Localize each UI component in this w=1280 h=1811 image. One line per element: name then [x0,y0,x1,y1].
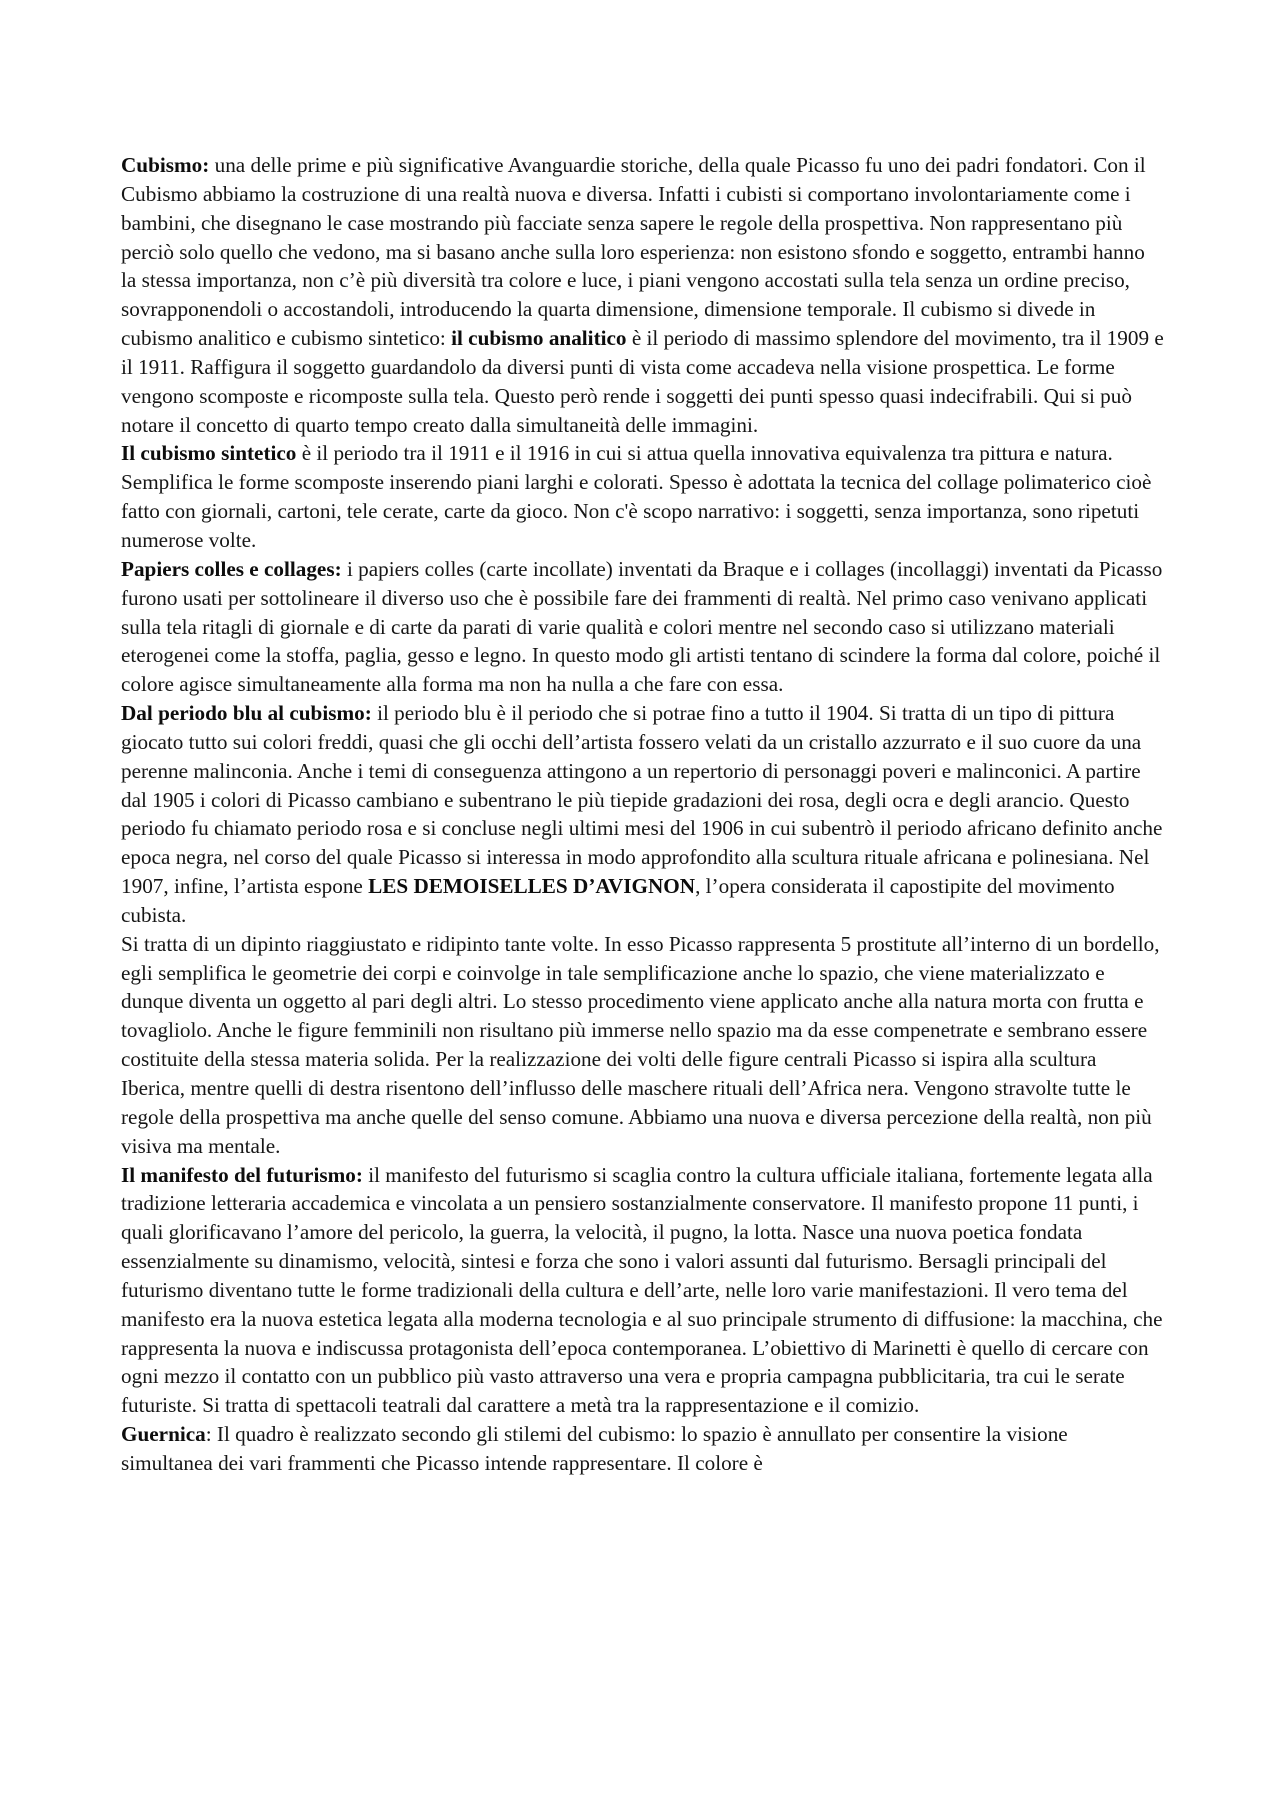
heading-cubismo-analitico: il cubismo analitico [451,326,627,351]
heading-cubismo-sintetico: Il cubismo sintetico [121,441,297,466]
paragraph-guernica [121,1420,1164,1478]
heading-periodo-blu: Dal periodo blu al cubismo: [121,701,372,726]
paragraph-text: una delle prime e più significative Avanguardie storiche, della quale Picasso fu uno dei padri fondatori. Con il Cubismo abbiamo la costruzione di una realtà nuova e diversa. Infatti i cubisti si comportano involontariamente come i bambini, che disegnano le case mostrando più facciate senza sapere le regole della prospettiva. Non rappresentano più perciò solo quello che vedono, ma si basano anche sulla loro esperienza: non esistono sfondo e soggetto, entrambi hanno la stessa importanza, non c’è più diversità tra colore e luce, i piani vengono accostati sulla tela senza un ordine preciso, sovrapponendoli o accostandoli, introducendo la quarta dimensione, dimensione temporale. Il cubismo si divede in cubismo analitico e cubismo sintetico: [121,153,1146,351]
paragraph-text: i papiers colles (carte incollate) inventati da Braque e i collages (incollaggi) inventati da Picasso furono usati per sottolineare il diverso uso che è possibile fare dei frammenti di realtà. Nel primo caso venivano applicati sulla tela ritagli di giornale e di carte da parati di varie qualità e colori mentre nel secondo caso si utilizzano materiali eterogenei come la stoffa, paglia, gesso e legno. In questo modo gli artisti tentano di scindere la forma dal colore, poiché il colore agisce simultaneamente alla forma ma non ha nulla a che fare con essa. [121,556,1163,697]
paragraph-text: : Il quadro è realizzato secondo gli stilemi del cubismo: lo spazio è annullato per consentire la visione simultanea dei vari frammenti che Picasso intende rappresentare. Il colore è [121,1422,1068,1475]
paragraph-text: il manifesto del futurismo si scaglia contro la cultura ufficiale italiana, fortemente legata alla tradizione letteraria accademica e vincolata a un pensiero sostanzialmente conservatore. Il manifesto propone 11 punti, i quali glorificavano l’amore del pericolo, la guerra, la velocità, il pugno, la lotta. Nasce una nuova poetica fondata essenzialmente su dinamismo, velocità, sintesi e forza che sono i valori assunti dal futurismo. Bersagli principali del futurismo diventano tutte le forme tradizionali della cultura e dell’arte, nelle loro varie manifestazioni. Il vero tema del manifesto era la nuova estetica legata alla moderna tecnologia e al suo principale strumento di diffusione: la macchina, che rappresenta la nuova e indiscussa protagonista dell’epoca contemporanea. L’obiettivo di Marinetti è quello di cercare con ogni mezzo il contatto con un pubblico più vasto attraverso una vera e propria campagna pubblicitaria, tra cui le serate futuriste. Si tratta di spettacoli teatrali dal carattere a metà tra la rappresentazione e il comizio. [121,1162,1163,1418]
heading-manifesto-futurismo: Il manifesto del futurismo: [121,1162,363,1187]
heading-cubismo: Cubismo: [121,153,210,177]
paragraph-text: è il periodo di massimo splendore del movimento, tra il 1909 e il 1911. Raffigura il soggetto guardandolo da diversi punti di vista come accadeva nella visione prospettica. Le forme vengono scomposte e ricomposte sulla tela. Questo però rende i soggetti dei punti spesso quasi indecifrabili. Qui si può notare il concetto di quarto tempo creato dalla simultaneità delle immagini. [121,326,1164,437]
paragraph-text: il periodo blu è il periodo che si potrae fino a tutto il 1904. Si tratta di un tipo di pittura giocato tutto sui colori freddi, quasi che gli occhi dell’artista fossero velati da un cristallo azzurrato e il suo cuore da una perenne malinconia. Anche i temi di conseguenza attingono a un repertorio di personaggi poveri e malinconici. A partire dal 1905 i colori di Picasso cambiano e subentrano le più tiepide gradazioni dei rosa, degli ocra e degli arancio. Questo periodo fu chiamato periodo rosa e si concluse negli ultimi mesi del 1906 in cui subentrò il periodo africano definito anche epoca negra, nel corso del quale Picasso si interessa in modo approfondito alla scultura rituale africana e polinesiana. Nel 1907, infine, l’artista espone [121,701,1163,899]
artwork-title: LES DEMOISELLES D’AVIGNON [368,874,696,899]
paragraph-cubismo-sintetico [121,439,1164,554]
paragraph-text: , l’opera considerata il capostipite del movimento cubista. [121,874,1115,927]
paragraph-demoiselles [121,930,1164,1161]
heading-guernica: Guernica [121,1422,206,1447]
paragraph-cubismo [121,151,1164,439]
heading-papiers-colles: Papiers colles e collages: [121,556,342,581]
paragraph-manifesto-futurismo [121,1161,1164,1421]
paragraph-periodo-blu [121,699,1164,930]
paragraph-text: è il periodo tra il 1911 e il 1916 in cui si attua quella innovativa equivalenza tra pittura e natura. Semplifica le forme scomposte inserendo piani larghi e colorati. Spesso è adottata la tecnica del collage polimaterico cioè fatto con giornali, cartoni, tele cerate, carte da gioco. Non c'è scopo narrativo: i soggetti, senza importanza, sono ripetuti numerose volte. [121,441,1152,552]
document-page [121,151,1164,1478]
paragraph-papiers-colles [121,555,1164,699]
paragraph-text: Si tratta di un dipinto riaggiustato e ridipinto tante volte. In esso Picasso rappresenta 5 prostitute all’interno di un bordello, egli semplifica le geometrie dei corpi e coinvolge in tale semplificazione anche lo spazio, che viene materializzato e dunque diventa un oggetto al pari degli altri. Lo stesso procedimento viene applicato anche alla natura morta con frutta e tovagliolo. Anche le figure femminili non risultano più immerse nello spazio ma da esse compenetrate e sembrano essere costituite della stessa materia solida. Per la realizzazione dei volti delle figure centrali Picasso si ispira alla scultura Iberica, mentre quelli di destra risentono dell’influsso delle maschere rituali dell’Africa nera. Vengono stravolte tutte le regole della prospettiva ma anche quelle del senso comune. Abbiamo una nuova e diversa percezione della realtà, non più visiva ma mentale. [121,931,1160,1158]
